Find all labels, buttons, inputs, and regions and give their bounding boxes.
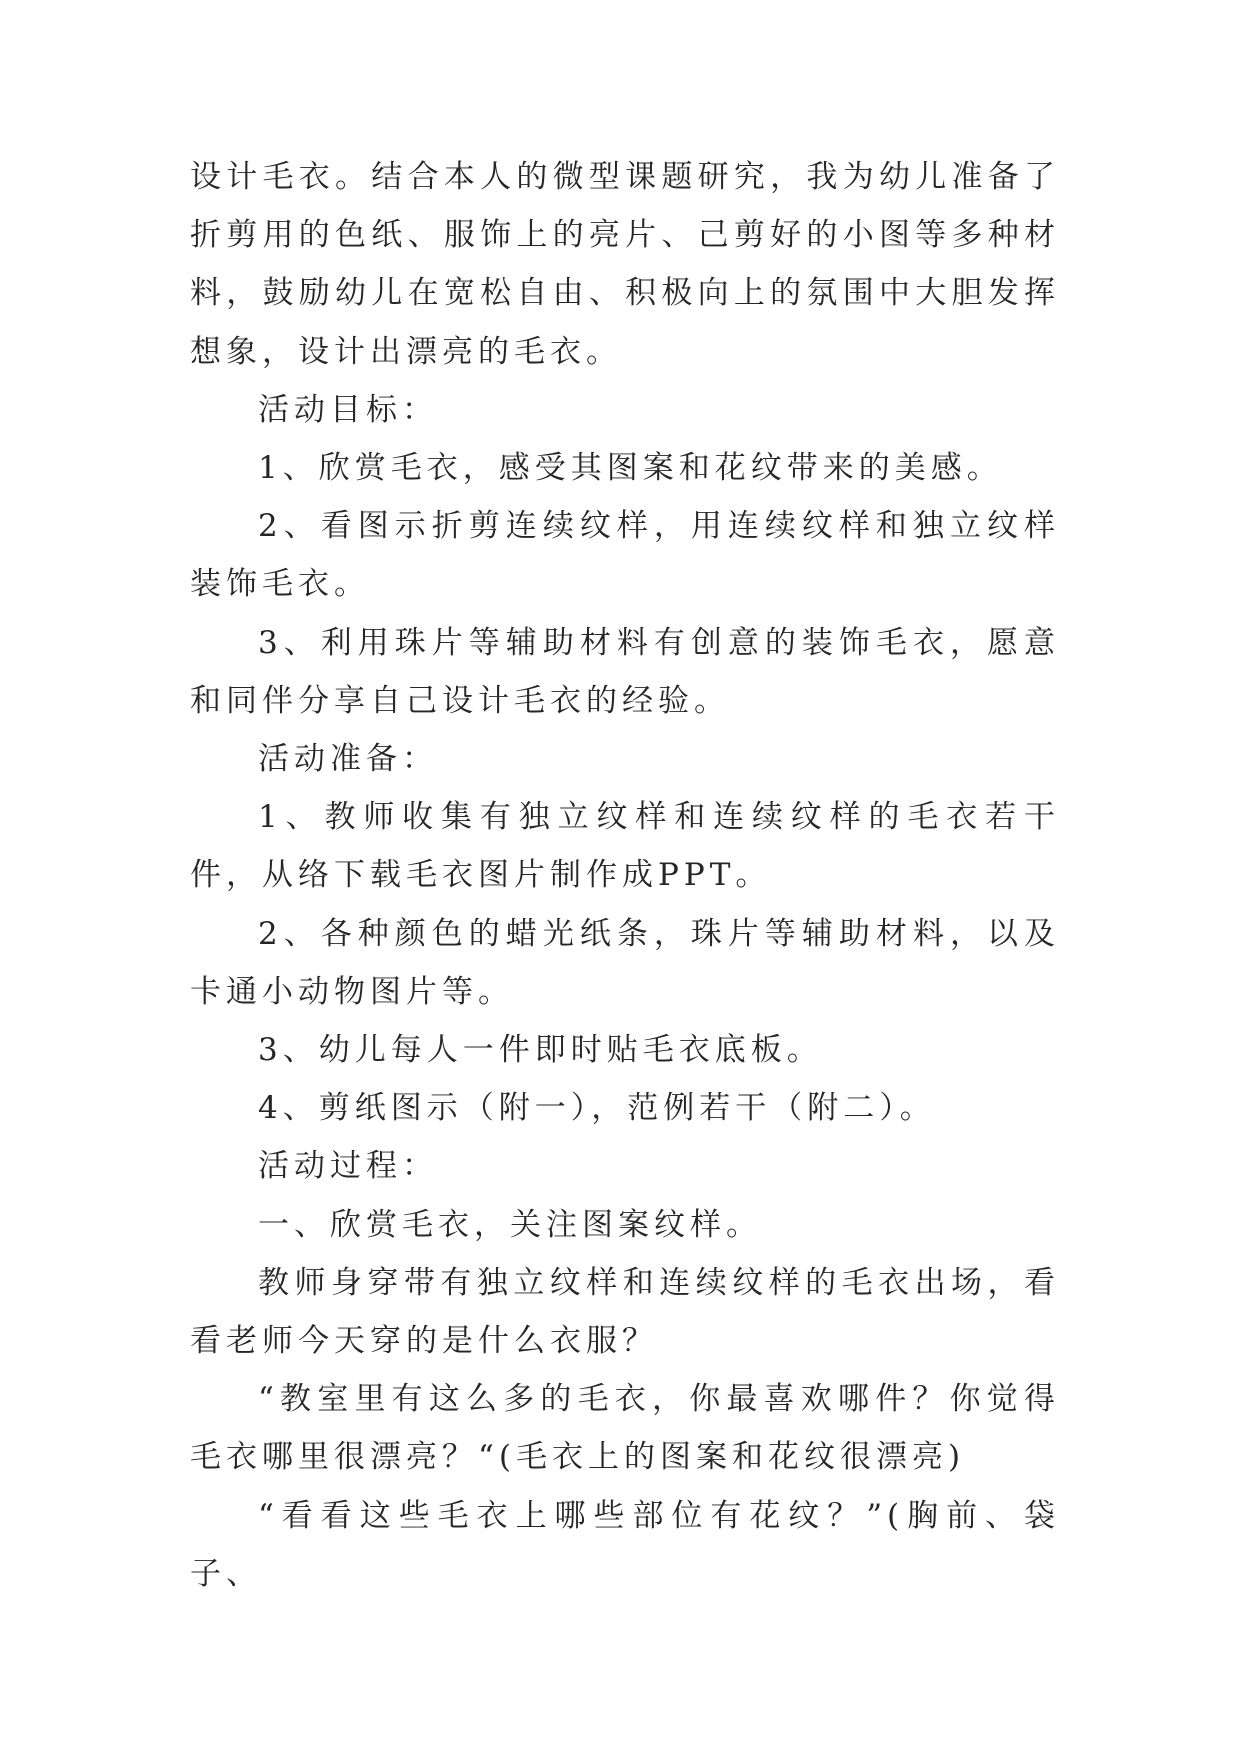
preparation-item-4: 4、剪纸图示（附一），范例若干（附二）。 <box>258 1090 936 1127</box>
document-body <box>190 148 1060 1603</box>
preparation-item-3: 3、幼儿每人一件即时贴毛衣底板。 <box>258 1032 823 1069</box>
goal-item-2: 2、看图示折剪连续纹样，用连续纹样和独立纹样装饰毛衣。 <box>190 508 1060 603</box>
process-paragraph-question-favorite: “教室里有这么多的毛衣，你最喜欢哪件？你觉得毛衣哪里很漂亮？“(毛衣上的图案和花纹很漂亮) <box>190 1381 1060 1476</box>
goal-item-3: 3、利用珠片等辅助材料有创意的装饰毛衣，愿意和同伴分享自己设计毛衣的经验。 <box>190 624 1060 719</box>
process-step-1-title: 一、欣赏毛衣，关注图案纹样。 <box>258 1206 762 1243</box>
preparation-item-1: 1、教师收集有独立纹样和连续纹样的毛衣若干件，从络下载毛衣图片制作成PPT。 <box>190 799 1060 894</box>
preparation-item-2: 2、各种颜色的蜡光纸条，珠片等辅助材料，以及卡通小动物图片等。 <box>190 915 1060 1010</box>
paragraph-intro-continuation: 设计毛衣。结合本人的微型课题研究，我为幼儿准备了折剪用的色纸、服饰上的亮片、己剪好的小图等多种材料，鼓励幼儿在宽松自由、积极向上的氛围中大胆发挥想象，设计出漂亮的毛衣。 <box>190 159 1060 370</box>
process-paragraph-teacher-entrance: 教师身穿带有独立纹样和连续纹样的毛衣出场，看看老师今天穿的是什么衣服？ <box>190 1264 1060 1360</box>
goal-item-1: 1、欣赏毛衣，感受其图案和花纹带来的美感。 <box>258 450 1003 487</box>
heading-activity-goals: 活动目标： <box>258 391 438 428</box>
heading-activity-preparation: 活动准备： <box>258 741 438 778</box>
process-paragraph-question-patterns: “看看这些毛衣上哪些部位有花纹？”(胸前、袋子、 <box>190 1497 1060 1592</box>
heading-activity-process: 活动过程： <box>258 1148 438 1185</box>
